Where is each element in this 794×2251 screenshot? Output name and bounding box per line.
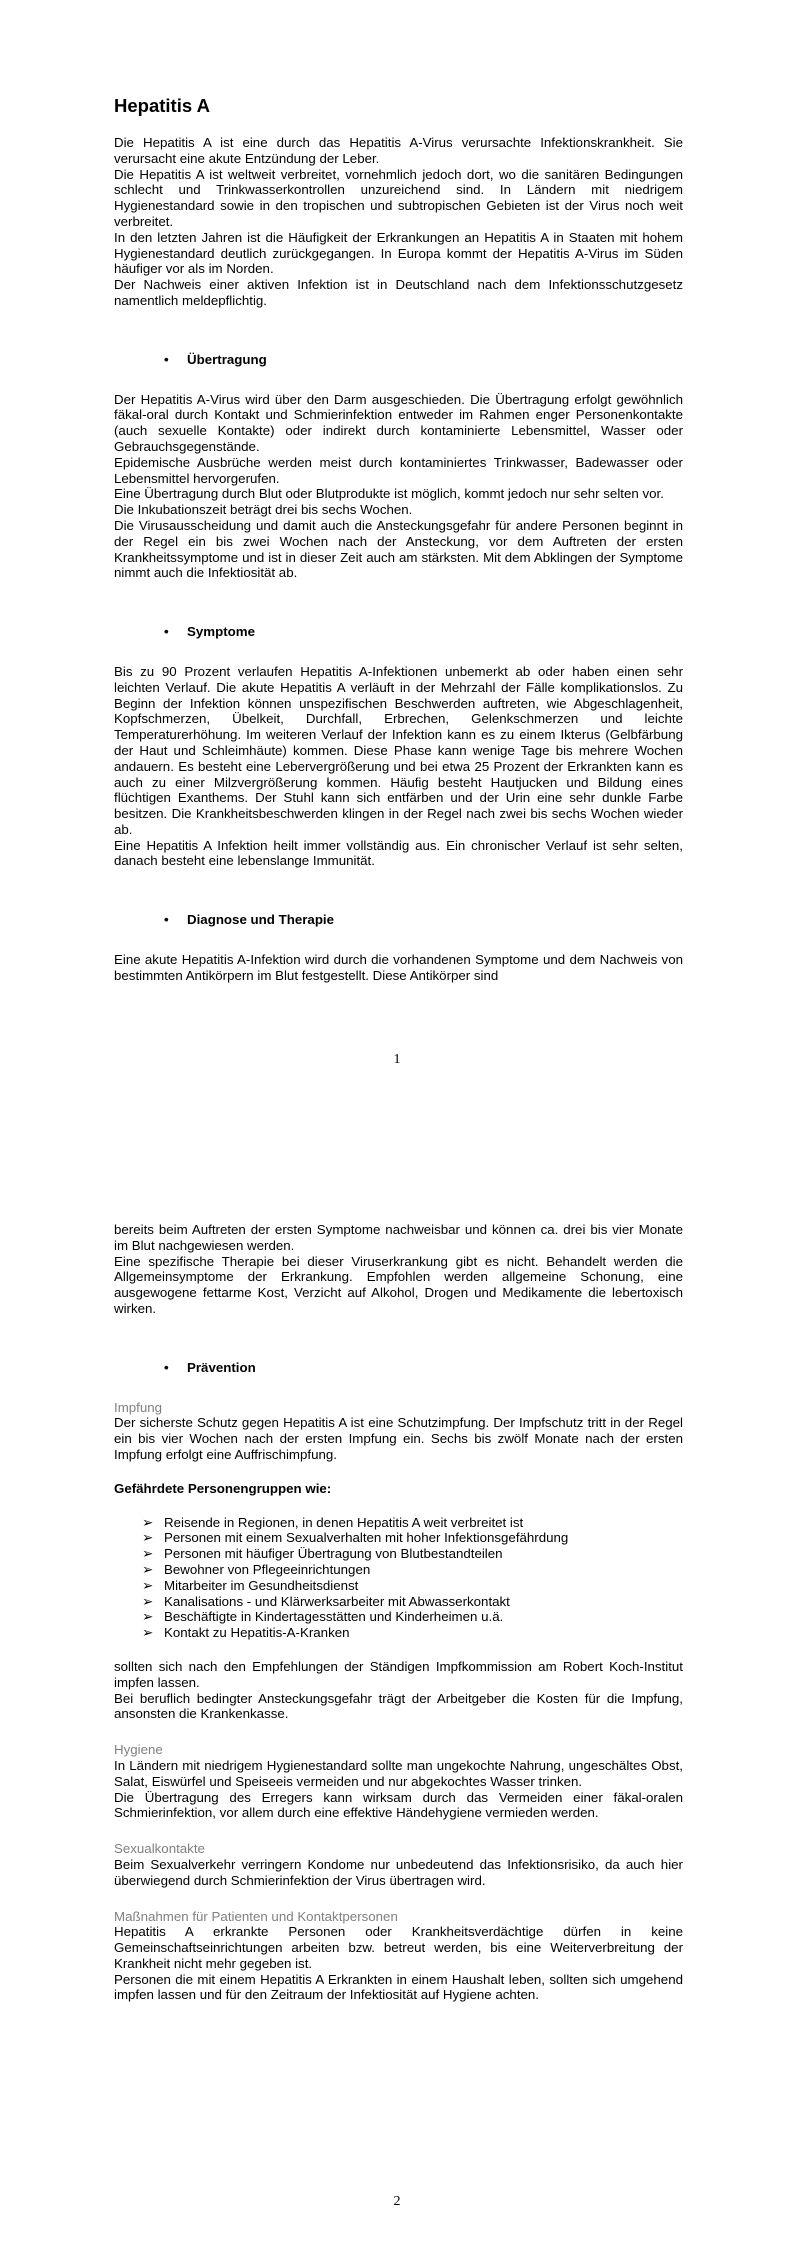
intro-paragraph: Die Hepatitis A ist eine durch das Hepatitis A-Virus verursachte Infektionskrankheit. Sie verursacht eine akute Entzündung der Leber. <box>114 135 683 166</box>
arrow-icon: ➢ <box>142 1530 154 1546</box>
bullet-icon: • <box>164 912 169 928</box>
section-heading-text: Symptome <box>187 624 255 640</box>
uebertragung-paragraph: Epidemische Ausbrüche werden meist durch kontaminiertes Trinkwasser, Badewasser oder Lebensmittel hervorgerufen. <box>114 454 683 486</box>
intro-paragraph: In den letzten Jahren ist die Häufigkeit der Erkrankungen an Hepatitis A in Staaten mit hohem Hygienestandard deutlich zurückgegangen. In Europa kommt der Hepatitis A-Virus im Süden häufiger vor als im Norden. <box>114 229 683 277</box>
diagnose-paragraph: Eine akute Hepatitis A-Infektion wird durch die vorhandenen Symptome und dem Nachweis von bestimmten Antikörpern im Blut festgestellt. Diese Antikörper sind <box>114 952 683 983</box>
uebertragung-paragraph: Der Hepatitis A-Virus wird über den Darm ausgeschieden. Die Übertragung erfolgt gewöhnlich fäkal-oral durch Kontakt und Schmierinfektion entweder im Rahmen enger Personenkontakte (auch sexuelle Kontakte) oder indirekt durch kontaminierte Lebensmittel, Wasser oder Gebrauchsgegenstände. <box>114 391 683 454</box>
section-heading-text: Diagnose und Therapie <box>187 912 335 928</box>
list-item: ➢ Kontakt zu Hepatitis-A-Kranken <box>142 1625 350 1641</box>
arrow-icon: ➢ <box>142 1593 154 1609</box>
uebertragung-paragraph: Die Virusausscheidung und damit auch die Ansteckungsgefahr für andere Personen beginnt in der Regel ein bis zwei Wochen nach der Ansteckung, vor dem Auftreten der ersten Krankheitssymptome und ist in dieser Zeit auch am stärksten. Mit dem Abklingen der Symptome nimmt auch die Infektiosität ab. <box>114 517 683 581</box>
page-number: 1 <box>393 1052 401 1067</box>
sexualkontakte-paragraph: Beim Sexualverkehr verringern Kondome nur unbedeutend das Infektionsrisiko, da auch hier überwiegend durch Schmierinfektion der Virus übertragen wird. <box>114 1856 683 1888</box>
arrow-icon: ➢ <box>142 1577 154 1593</box>
section-heading-symptome <box>114 624 683 640</box>
list-item: ➢ Personen mit häufiger Übertragung von Blutbestandteilen <box>142 1546 503 1562</box>
subheading-impfung: Impfung <box>114 1399 163 1415</box>
intro-paragraph: Der Nachweis einer aktiven Infektion ist in Deutschland nach dem Infektionsschutzgesetz namentlich meldepflichtig. <box>114 277 683 308</box>
page-number: 2 <box>393 2194 401 2209</box>
hygiene-paragraph: Die Übertragung des Erregers kann wirksam durch das Vermeiden einer fäkal-oralen Schmierinfektion, vor allem durch eine effektive Händehygiene vermieden werden. <box>114 1789 683 1821</box>
subheading-hygiene: Hygiene <box>114 1742 163 1758</box>
section-heading-praevention <box>114 1360 683 1376</box>
arrow-icon: ➢ <box>142 1561 154 1577</box>
massnahmen-paragraph: Hepatitis A erkrankte Personen oder Krankheitsverdächtige dürfen in keine Gemeinschaftseinrichtungen arbeiten bzw. betreut werden, bis eine Weiterverbreitung der Krankheit nicht mehr gegeben ist. <box>114 1924 683 1971</box>
hygiene-paragraph: In Ländern mit niedrigem Hygienestandard sollte man ungekochte Nahrung, ungeschältes Obst, Salat, Eiswürfel und Speiseeis vermeiden und nur abgekochtes Wasser trinken. <box>114 1757 683 1789</box>
diagnose-paragraph: bereits beim Auftreten der ersten Symptome nachweisbar und können ca. drei bis vier Monate im Blut nachgewiesen werden. <box>114 1222 683 1253</box>
section-heading-uebertragung <box>114 352 683 368</box>
section-heading-text: Übertragung <box>187 351 267 367</box>
arrow-icon: ➢ <box>142 1546 154 1562</box>
symptome-paragraph: Eine Hepatitis A Infektion heilt immer vollständig aus. Ein chronischer Verlauf ist sehr selten, danach besteht eine lebenslange Immunität. <box>114 837 683 869</box>
after-groups-paragraph: sollten sich nach den Empfehlungen der Ständigen Impfkommission am Robert Koch-Institut impfen lassen. <box>114 1658 683 1690</box>
bullet-icon: • <box>164 624 169 640</box>
page-2-content <box>114 1222 683 2003</box>
list-item: ➢ Bewohner von Pflegeeinrichtungen <box>142 1561 371 1577</box>
after-groups-paragraph: Bei beruflich bedingter Ansteckungsgefahr trägt der Arbeitgeber die Kosten für die Impfung, ansonsten die Krankenkasse. <box>114 1690 683 1722</box>
groups-title: Gefährdete Personengruppen wie: <box>114 1480 332 1496</box>
list-item: ➢ Personen mit einem Sexualverhalten mit hoher Infektionsgefährdung <box>142 1530 569 1546</box>
arrow-icon: ➢ <box>142 1514 154 1530</box>
arrow-icon: ➢ <box>142 1625 154 1641</box>
impfung-paragraph: Der sicherste Schutz gegen Hepatitis A ist eine Schutzimpfung. Der Impfschutz tritt in der Regel ein bis vier Wochen nach der ersten Impfung ein. Sechs bis zwölf Monate nach der ersten Impfung erfolgt eine Auffrischimpfung. <box>114 1415 683 1462</box>
section-heading-text: Prävention <box>187 1359 256 1375</box>
list-item: ➢ Kanalisations - und Klärwerksarbeiter mit Abwasserkontakt <box>142 1593 510 1609</box>
arrow-icon: ➢ <box>142 1609 154 1625</box>
list-item: ➢ Mitarbeiter im Gesundheitsdienst <box>142 1577 359 1593</box>
bullet-icon: • <box>164 1359 169 1375</box>
uebertragung-paragraph: Eine Übertragung durch Blut oder Blutprodukte ist möglich, kommt jedoch nur sehr selten vor. <box>114 486 664 502</box>
page-2 <box>0 1166 794 2251</box>
risk-group-list <box>114 1515 683 1641</box>
page-1-content <box>114 95 683 984</box>
diagnose-paragraph: Eine spezifische Therapie bei dieser Viruserkrankung gibt es nicht. Behandelt werden die Allgemeinsymptome der Erkrankung. Empfohlen werden allgemeine Schonung, eine ausgewogene fettarme Kost, Verzicht auf Alkohol, Drogen und Medikamente die lebertoxisch wirken. <box>114 1253 683 1316</box>
document-title: Hepatitis A <box>114 95 210 116</box>
massnahmen-paragraph: Personen die mit einem Hepatitis A Erkrankten in einem Haushalt leben, sollten sich umgehend impfen lassen und für den Zeitraum der Infektiosität auf Hygiene achten. <box>114 1971 683 2003</box>
section-heading-diagnose <box>114 912 683 928</box>
bullet-icon: • <box>164 351 169 367</box>
uebertragung-paragraph: Die Inkubationszeit beträgt drei bis sechs Wochen. <box>114 502 413 518</box>
symptome-paragraph: Bis zu 90 Prozent verlaufen Hepatitis A-Infektionen unbemerkt ab oder haben einen sehr leichten Verlauf. Die akute Hepatitis A verläuft in der Mehrzahl der Fälle komplikationslos. Zu Beginn der Infektion können unspezifischen Beschwerden auftreten, wie Abgeschlagenheit, Kopfschmerzen, Übelkeit, Durchfall, Erbrechen, Gelenkschmerzen und leichte Temperaturerhöhung. Im weiteren Verlauf der Infektion kann es zu einem Ikterus (Gelbfärbung der Haut und Schleimhäute) kommen. Diese Phase kann wenige Tage bis mehrere Wochen andauern. Es besteht eine Lebervergrößerung und bei etwa 25 Prozent der Erkrankten kann es auch zu einer Milzvergrößerung kommen. Häufig besteht Hautjucken und Bildung eines flüchtigen Exanthems. Der Stuhl kann sich entfärben und der Urin eine sehr dunkle Farbe besitzen. Die Krankheitsbeschwerden klingen in der Regel nach zwei bis sechs Wochen wieder ab. <box>114 663 683 837</box>
intro-paragraph: Die Hepatitis A ist weltweit verbreitet, vornehmlich jedoch dort, wo die sanitären Bedingungen schlecht und Trinkwasserkontrollen unzureichend sind. In Ländern mit niedrigem Hygienestandard sowie in den tropischen und subtropischen Gebieten ist der Virus noch weit verbreitet. <box>114 166 683 229</box>
subheading-sexualkontakte: Sexualkontakte <box>114 1841 205 1857</box>
subheading-massnahmen: Maßnahmen für Patienten und Kontaktpersonen <box>114 1908 398 1924</box>
list-item: ➢ Beschäftigte in Kindertagesstätten und Kinderheimen u.ä. <box>142 1609 504 1625</box>
list-item: ➢ Reisende in Regionen, in denen Hepatitis A weit verbreitet ist <box>142 1514 524 1530</box>
